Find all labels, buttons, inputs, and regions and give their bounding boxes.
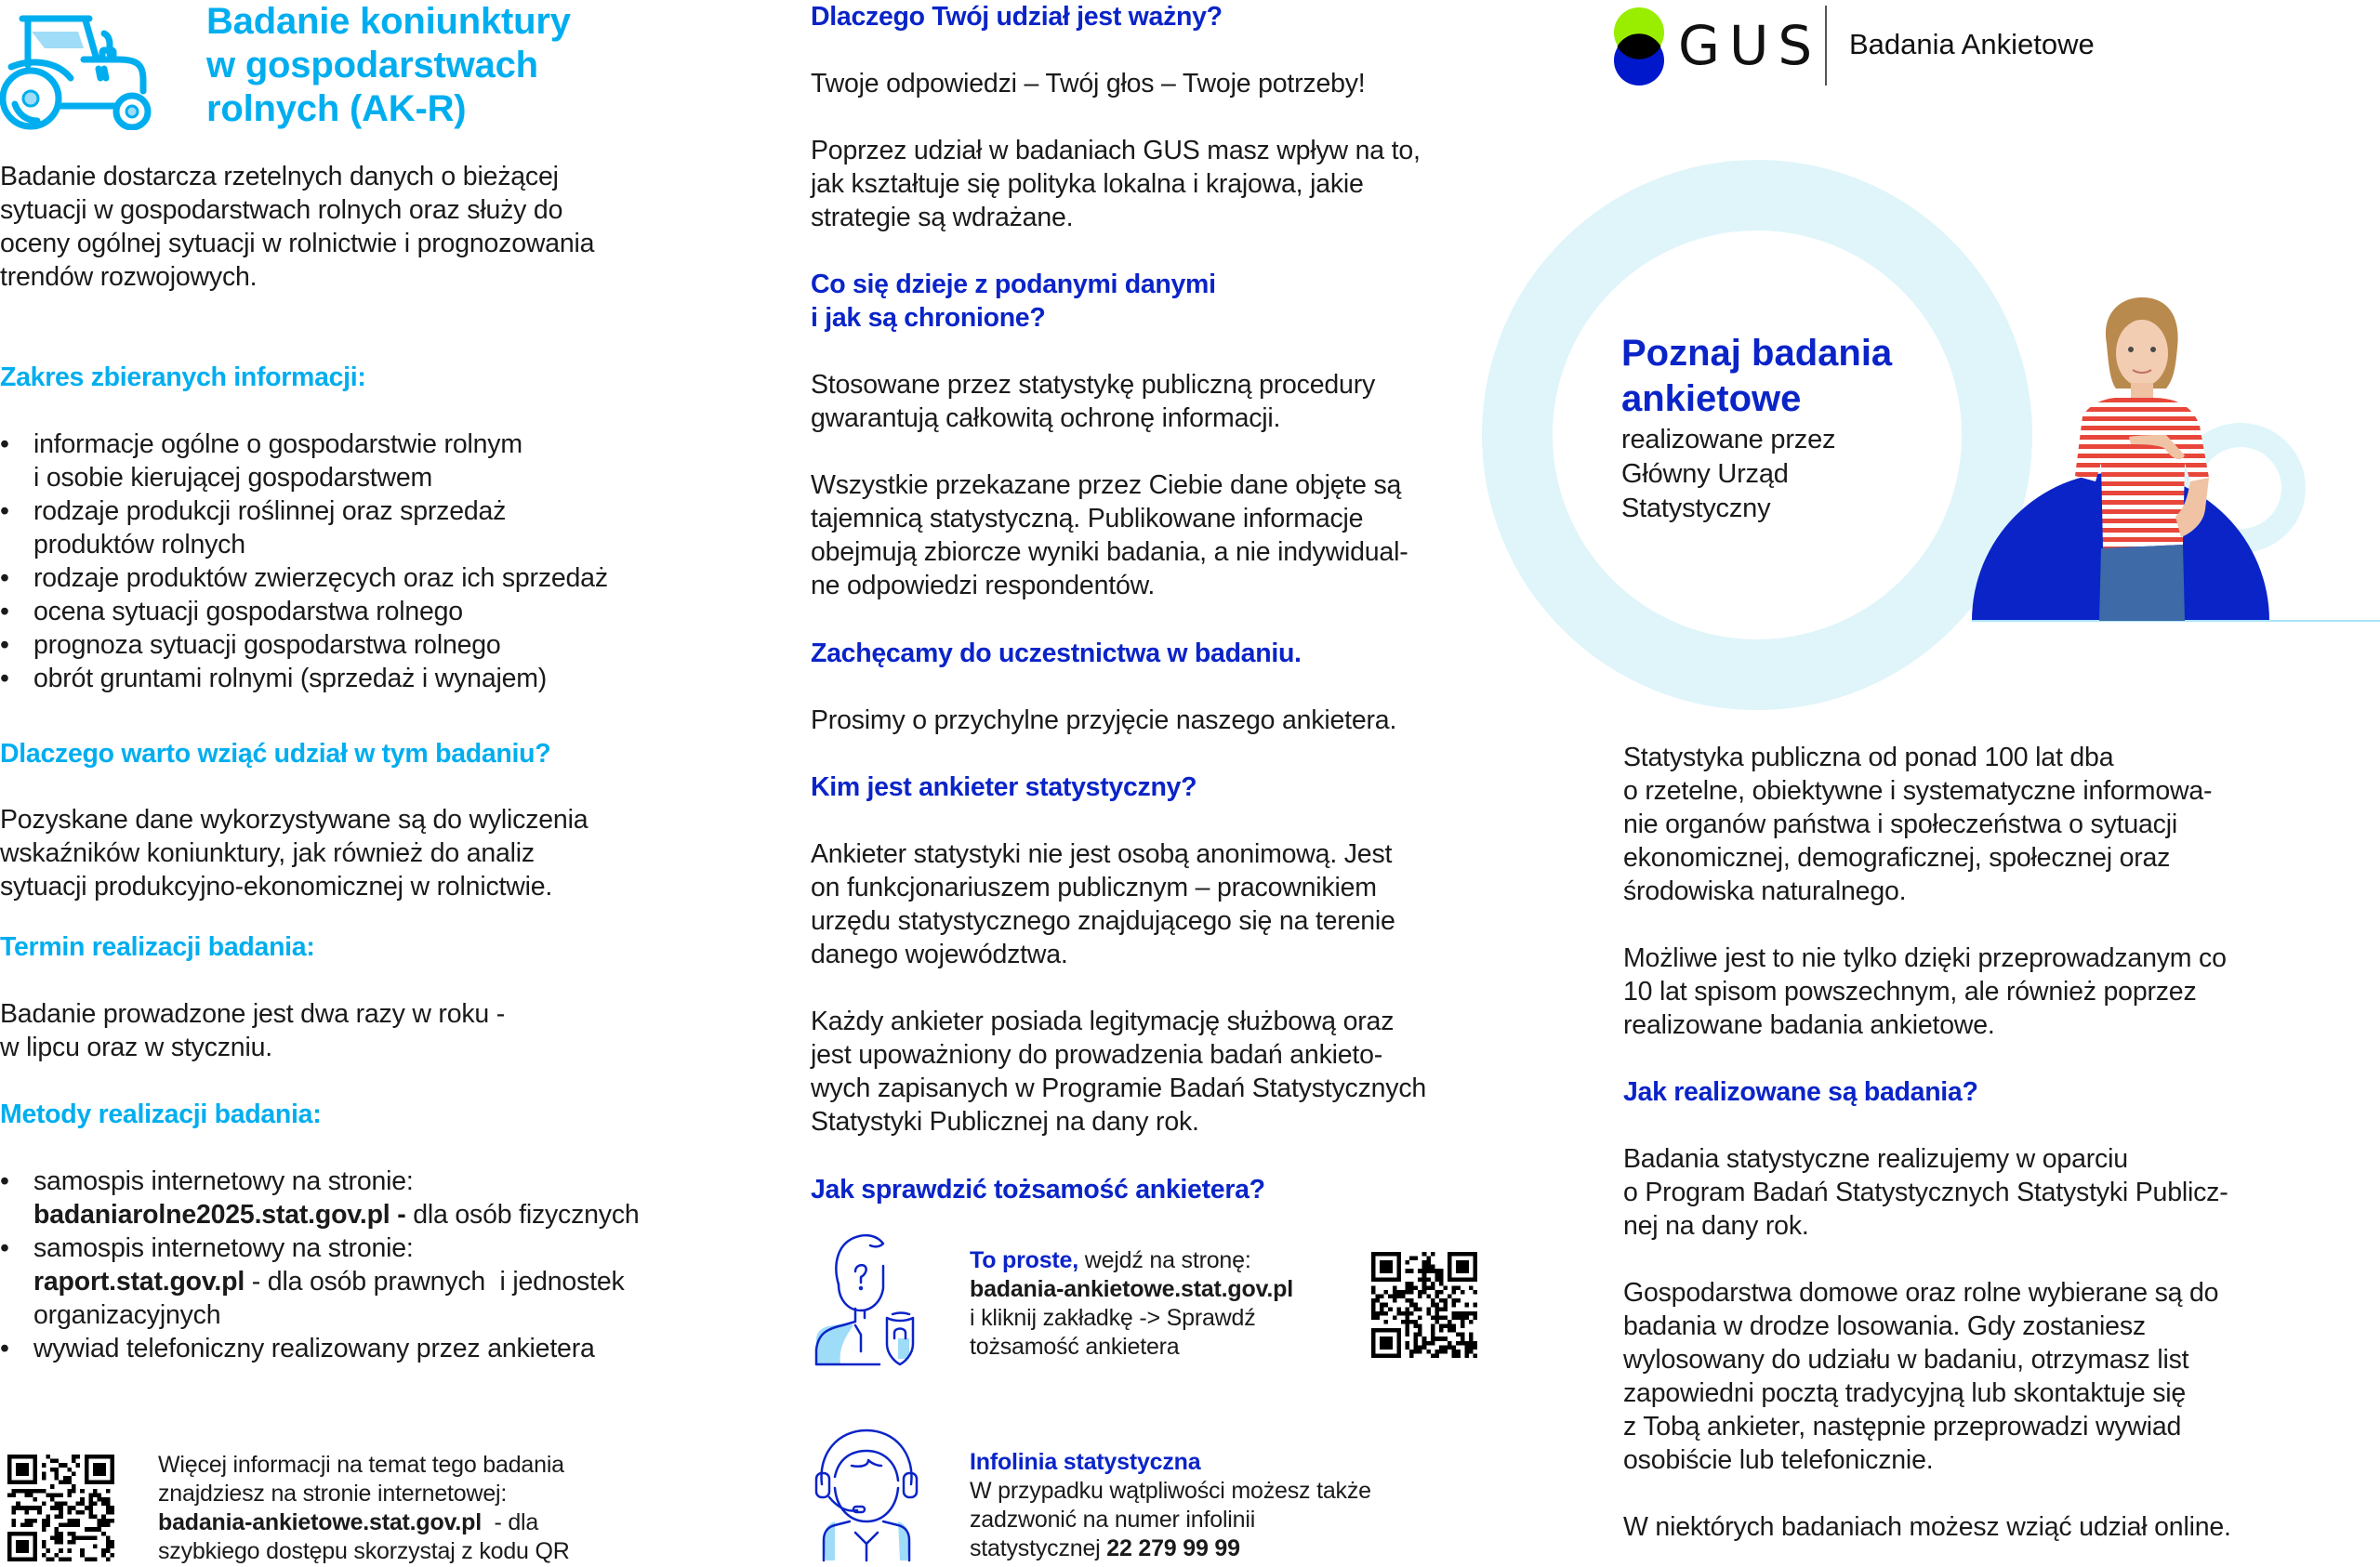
how-heading: Jak realizowane są badania? bbox=[1623, 1077, 1978, 1107]
hotline-text bbox=[970, 1448, 1371, 1563]
text-line: danego województwa. bbox=[811, 940, 1068, 969]
list-item-text: dla osób fizycznych bbox=[413, 1200, 640, 1230]
scope-list bbox=[0, 428, 707, 695]
id-card-paragraph bbox=[811, 1005, 1426, 1139]
survey-link[interactable]: badaniarolne2025.stat.gov.pl bbox=[33, 1200, 390, 1230]
selection-paragraph bbox=[1623, 1276, 2218, 1477]
census-paragraph bbox=[1623, 942, 2227, 1042]
list-item-text: • wywiad telefoniczny realizowany przez ankietera bbox=[33, 1334, 595, 1363]
text-line: Statystyczny bbox=[1621, 494, 1771, 523]
hero-subtitle bbox=[1621, 423, 1835, 526]
text-line: Ankieter statystyki nie jest osobą anonimową. Jest bbox=[811, 839, 1393, 869]
text-line: 10 lat spisom powszechnym, ale również poprzez bbox=[1623, 977, 2197, 1007]
text-line: sytuacji w gospodarstwach rolnych oraz służy do bbox=[0, 195, 563, 225]
text-line: ne odpowiedzi respondentów. bbox=[811, 571, 1156, 600]
hero-title-line: ankietowe bbox=[1621, 378, 1802, 419]
text-line: Badanie prowadzone jest dwa razy w roku - bbox=[0, 999, 506, 1029]
history-paragraph bbox=[1623, 741, 2212, 908]
encourage-heading: Zachęcamy do uczestnictwa w badaniu. bbox=[811, 639, 1302, 668]
text-line: środowiska naturalnego. bbox=[1623, 876, 1907, 906]
heading-line: Co się dzieje z podanymi danymi bbox=[811, 270, 1216, 299]
text-line: Każdy ankieter posiada legitymację służbową oraz bbox=[811, 1007, 1395, 1036]
text-line: z Tobą ankieter, następnie przeprowadzi wywiad bbox=[1623, 1412, 2182, 1442]
text-line: Badanie dostarcza rzetelnych danych o bieżącej bbox=[0, 162, 559, 191]
hotline-title: Infolinia statystyczna bbox=[970, 1449, 1201, 1475]
text-line: tajemnicą statystyczną. Publikowane informacje bbox=[811, 504, 1364, 533]
list-item bbox=[0, 561, 707, 595]
text-line: nie organów państwa i społeczeństwa o sytuacji bbox=[1623, 810, 2177, 839]
verify-link[interactable]: badania-ankietowe.stat.gov.pl bbox=[970, 1276, 1293, 1302]
list-item bbox=[0, 1165, 725, 1231]
why-paragraph bbox=[0, 803, 588, 903]
verify-heading: Jak sprawdzić tożsamość ankietera? bbox=[811, 1175, 1265, 1205]
headset-person-icon bbox=[811, 1425, 922, 1562]
interviewer-paragraph bbox=[811, 837, 1395, 971]
text-line: Badania statystyczne realizujemy w oparciu bbox=[1623, 1144, 2128, 1174]
hero-title-line: Poznaj badania bbox=[1621, 333, 1893, 374]
text-line: Prosimy o przychylne przyjęcie naszego ankietera. bbox=[811, 705, 1397, 735]
program-paragraph bbox=[1623, 1142, 2228, 1243]
text-line: wych zapisanych w Programie Badań Statystycznych bbox=[811, 1073, 1427, 1103]
text-line: nej na dany rok. bbox=[1623, 1211, 1809, 1241]
text-line: wylosowany do udziału w badaniu, otrzymasz list bbox=[1623, 1345, 2189, 1375]
list-item-text: • informacje ogólne o gospodarstwie rolnym bbox=[33, 429, 522, 459]
text-line: Gospodarstwa domowe oraz rolne wybierane są do bbox=[1623, 1278, 2219, 1308]
text-line: osobiście lub telefonicznie. bbox=[1623, 1445, 1934, 1475]
text-line: w lipcu oraz w styczniu. bbox=[0, 1033, 272, 1062]
survey-title-line: w gospodarstwach bbox=[206, 45, 538, 86]
list-item-text: • samospis internetowy na stronie: bbox=[33, 1166, 414, 1196]
text-line: Poprzez udział w badaniach GUS masz wpływ na to, bbox=[811, 136, 1421, 165]
text-line: W przypadku wątpliwości możesz także bbox=[970, 1478, 1371, 1504]
text-line: znajdziesz na stronie internetowej: bbox=[158, 1481, 508, 1507]
logo-divider bbox=[1825, 6, 1827, 86]
list-item-text: • prognoza sytuacji gospodarstwa rolnego bbox=[33, 630, 501, 660]
text-line: Statystyka publiczna od ponad 100 lat dba bbox=[1623, 743, 2114, 772]
list-item-text: • rodzaje produktów zwierzęcych oraz ich sprzedaż bbox=[33, 563, 608, 593]
logo-subtitle: Badania Ankietowe bbox=[1849, 28, 2095, 60]
interviewer-heading: Kim jest ankieter statystyczny? bbox=[811, 772, 1197, 802]
text-line: zadzwonić na numer infolinii bbox=[970, 1507, 1256, 1533]
survey-title-line: rolnych (AK-R) bbox=[206, 88, 467, 129]
intro-paragraph bbox=[0, 160, 594, 294]
methods-list bbox=[0, 1165, 725, 1365]
qr-code-icon[interactable] bbox=[7, 1455, 114, 1561]
term-paragraph bbox=[0, 997, 505, 1064]
hero-title bbox=[1621, 331, 1892, 422]
list-item-text: organizacyjnych bbox=[33, 1300, 221, 1330]
list-item bbox=[0, 428, 707, 494]
text-line: o rzetelne, obiektywne i systematyczne informowa- bbox=[1623, 776, 2213, 806]
text-line: ekonomicznej, demograficznej, społecznej oraz bbox=[1623, 843, 2171, 873]
person-shield-icon bbox=[807, 1229, 928, 1366]
scope-heading: Zakres zbieranych informacji: bbox=[0, 362, 366, 392]
text-line: wskaźników koniunktury, jak również do analiz bbox=[0, 838, 535, 868]
list-item-text: • rodzaje produkcji roślinnej oraz sprzedaż bbox=[33, 496, 507, 526]
text-line: on funkcjonariuszem publicznym – pracownikiem bbox=[811, 873, 1377, 902]
text-line: realizowane badania ankietowe. bbox=[1623, 1010, 1995, 1040]
list-item-text: dla osób prawnych i jednostek bbox=[267, 1267, 625, 1297]
text-line: urzędu statystycznego znajdującego się na terenie bbox=[811, 906, 1395, 936]
woman-pointing-photo bbox=[2027, 296, 2250, 621]
text-line: Twoje odpowiedzi – Twój głos – Twoje potrzeby! bbox=[811, 69, 1366, 99]
text-line: oceny ogólnej sytuacji w rolnictwie i prognozowania bbox=[0, 229, 595, 258]
text-line: tożsamość ankietera bbox=[970, 1334, 1180, 1360]
logo-text: GUS bbox=[1678, 14, 1822, 77]
text-line: obejmują zbiorcze wyniki badania, a nie indywidual- bbox=[811, 537, 1408, 567]
list-item bbox=[0, 1332, 725, 1365]
list-item-text: • samospis internetowy na stronie: bbox=[33, 1233, 414, 1263]
website-link[interactable]: badania-ankietowe.stat.gov.pl bbox=[158, 1509, 482, 1535]
text-line: Statystyki Publicznej na dany rok. bbox=[811, 1107, 1199, 1137]
tractor-icon bbox=[0, 6, 158, 130]
text-line: Pozyskane dane wykorzystywane są do wyliczenia bbox=[0, 805, 588, 835]
confidentiality-paragraph bbox=[811, 468, 1408, 602]
list-item bbox=[0, 595, 707, 628]
list-item-text: i osobie kierującej gospodarstwem bbox=[33, 463, 433, 493]
gus-logo bbox=[1611, 5, 1834, 88]
term-heading: Termin realizacji badania: bbox=[0, 932, 315, 962]
text-line: trendów rozwojowych. bbox=[0, 262, 258, 292]
list-item-text: • ocena sytuacji gospodarstwa rolnego bbox=[33, 597, 463, 626]
report-link[interactable]: raport.stat.gov.pl bbox=[33, 1267, 245, 1297]
list-item bbox=[0, 628, 707, 662]
data-protection-heading bbox=[811, 268, 1216, 335]
text-line: jak kształtuje się polityka lokalna i krajowa, jakie bbox=[811, 169, 1364, 199]
heading-line: i jak są chronione? bbox=[811, 303, 1046, 333]
more-info-text bbox=[158, 1451, 570, 1566]
why-heading: Dlaczego warto wziąć udział w tym badaniu? bbox=[0, 739, 551, 769]
survey-title bbox=[206, 0, 571, 131]
verify-lead: To proste, bbox=[970, 1247, 1078, 1273]
list-item-text: • obrót gruntami rolnymi (sprzedaż i wynajem) bbox=[33, 664, 548, 693]
text-line: sytuacji produkcyjno-ekonomicznej w rolnictwie. bbox=[0, 872, 553, 902]
separator: - bbox=[245, 1267, 268, 1297]
text-line: Więcej informacji na temat tego badania bbox=[158, 1452, 564, 1478]
procedures-paragraph bbox=[811, 368, 1375, 435]
text-line: wejdź na stronę: bbox=[1078, 1247, 1251, 1273]
text-line: o Program Badań Statystycznych Statystyki Publicz- bbox=[1623, 1178, 2228, 1207]
separator: - bbox=[390, 1200, 414, 1230]
text-line: gwarantują całkowitą ochronę informacji. bbox=[811, 403, 1281, 433]
text-line: statystycznej bbox=[970, 1535, 1107, 1561]
importance-heading: Dlaczego Twój udział jest ważny? bbox=[811, 2, 1223, 32]
text-line: Możliwe jest to nie tylko dzięki przeprowadzanym co bbox=[1623, 943, 2227, 973]
hotline-phone[interactable]: 22 279 99 99 bbox=[1106, 1535, 1240, 1561]
text-line: szybkiego dostępu skorzystaj z kodu QR bbox=[158, 1538, 570, 1564]
text-line: Główny Urząd bbox=[1621, 459, 1789, 489]
text-line: - dla bbox=[481, 1509, 539, 1535]
influence-paragraph bbox=[811, 134, 1421, 234]
qr-code-icon[interactable] bbox=[1371, 1252, 1477, 1358]
text-line: jest upoważniony do prowadzenia badań ankieto- bbox=[811, 1040, 1383, 1070]
text-line: realizowane przez bbox=[1621, 425, 1836, 454]
methods-heading: Metody realizacji badania: bbox=[0, 1100, 322, 1129]
text-line: Stosowane przez statystykę publiczną procedury bbox=[811, 370, 1376, 400]
list-item bbox=[0, 1231, 725, 1332]
list-item-text: produktów rolnych bbox=[33, 530, 245, 560]
verify-text bbox=[970, 1246, 1293, 1362]
online-text: W niektórych badaniach możesz wziąć udział online. bbox=[1623, 1512, 2231, 1542]
list-item bbox=[0, 494, 707, 561]
survey-title-line: Badanie koniunktury bbox=[206, 1, 571, 42]
text-line: Wszystkie przekazane przez Ciebie dane objęte są bbox=[811, 470, 1402, 500]
text-line: badania w drodze losowania. Gdy zostaniesz bbox=[1623, 1311, 2146, 1341]
text-line: zapowiedni pocztą tradycyjną lub skontaktuje się bbox=[1623, 1378, 2187, 1408]
list-item bbox=[0, 662, 707, 695]
text-line: strategie są wdrażane. bbox=[811, 203, 1074, 232]
text-line: i kliknij zakładkę -> Sprawdź bbox=[970, 1305, 1256, 1331]
